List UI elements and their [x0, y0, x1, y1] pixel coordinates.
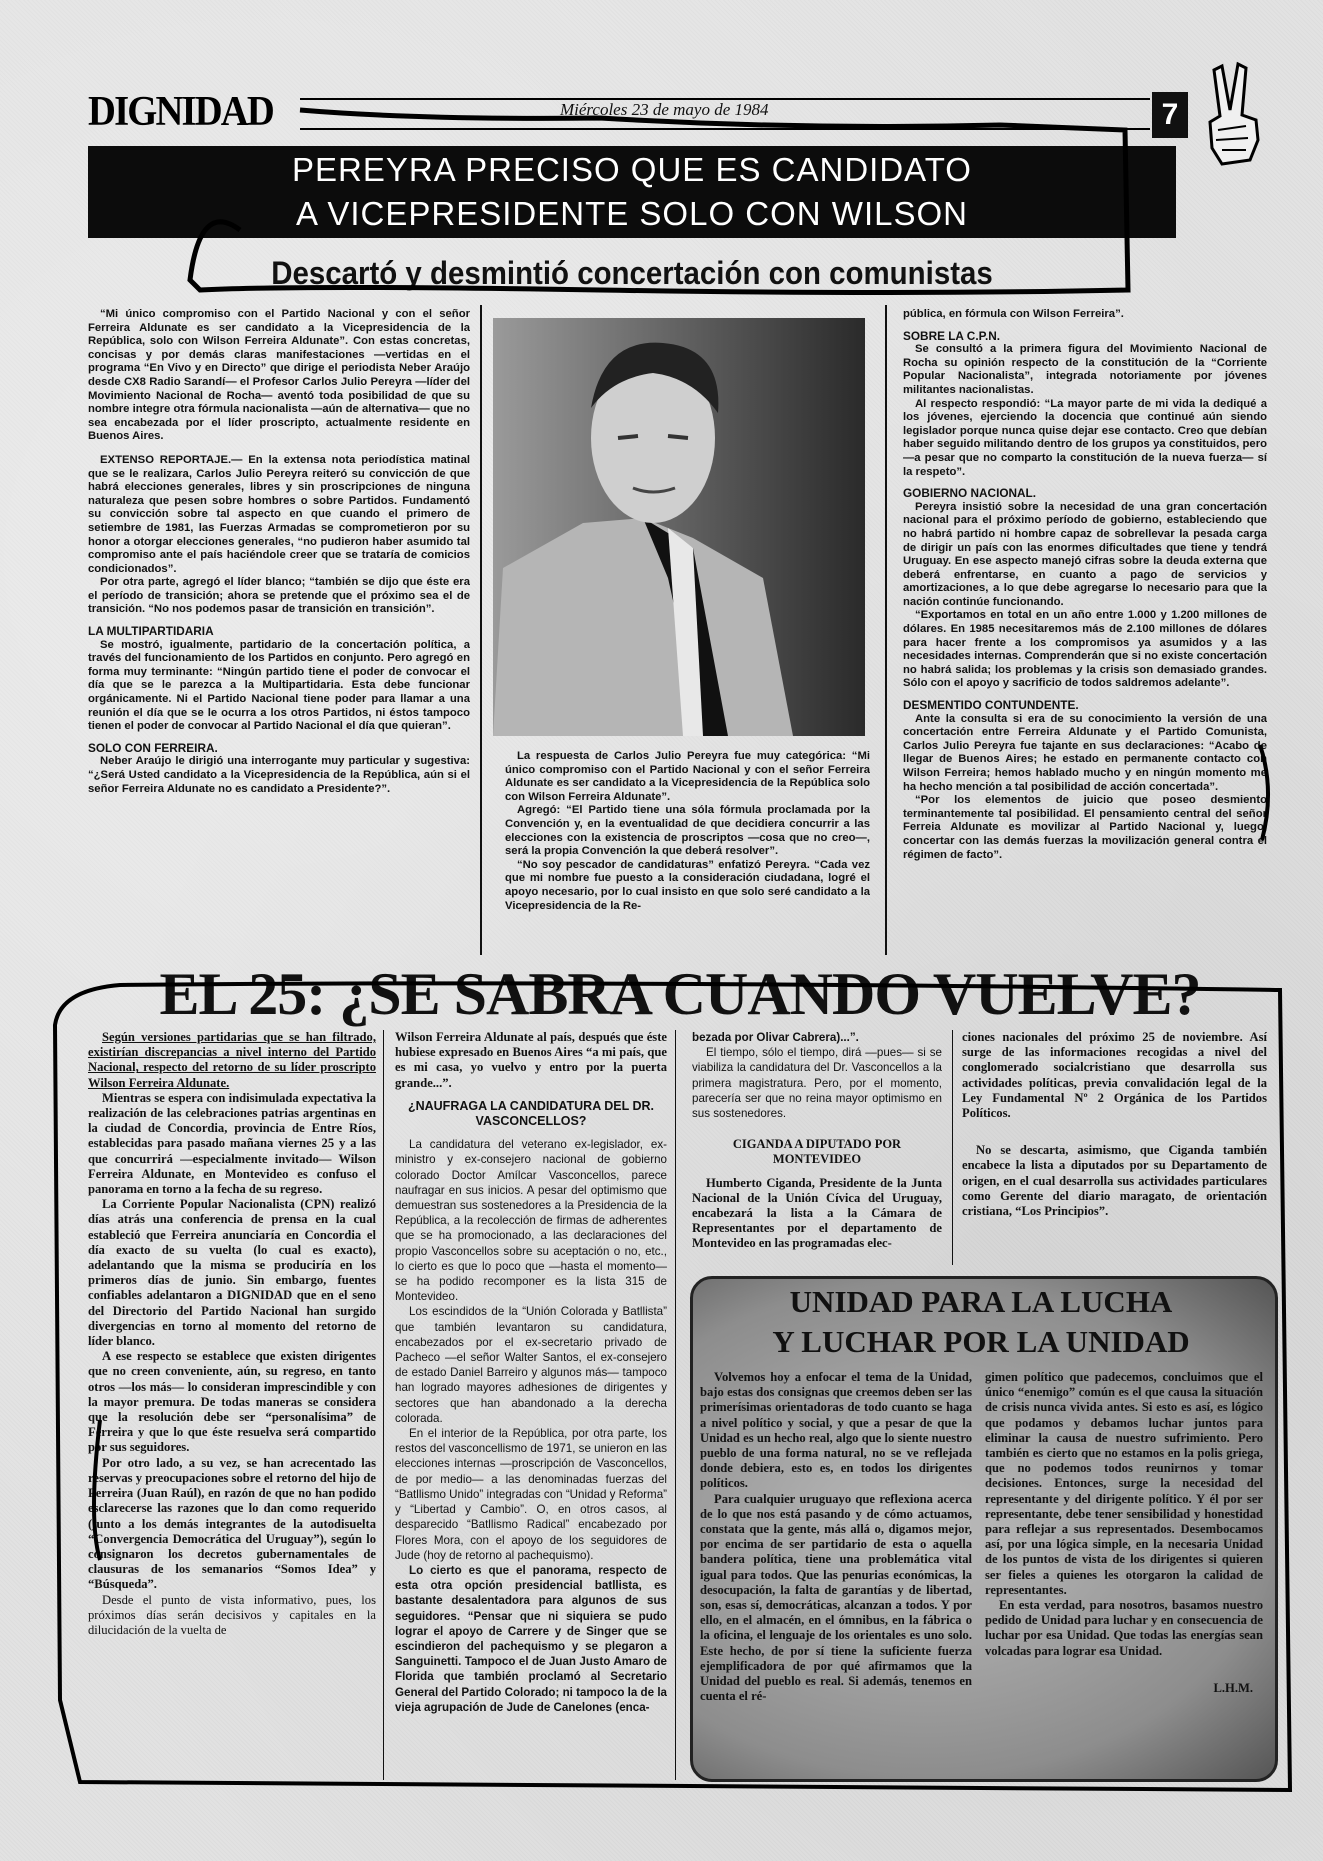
- paragraph: Mientras se espera con indisimulada expectativa la realización de las celebraciones patrias argentinas en la ciudad de Concordia, provincia de Entre Ríos, establecidas para pasado mañana viernes 25 y a las que concurrirá —especialmente invitado— Wilson Ferreira Aldunate, en Montevideo es confuso el panorama en torno a la fecha de su regreso.: [88, 1090, 376, 1197]
- paragraph: Neber Araújo le dirigió una interrogante muy particular y sugestiva: “¿Será Usted candidato a la Vicepresidencia de la República, aún si el señor Ferreira Aldunate no es candidato a Presidente?”.: [88, 755, 470, 795]
- article-column-3: [903, 308, 1267, 956]
- paragraph: Humberto Ciganda, Presidente de la Junta Nacional de la Unión Cívica del Uruguay, encabezará la lista a la Cámara de Representantes por el departamento de Montevideo en las programadas elec-: [692, 1175, 942, 1251]
- paragraph: “No soy pescador de candidaturas” enfatizó Pereyra. “Cada vez que mi nombre fue puesto a la consideración ciudadana, logré el apoyo necesario, por lo cual insisto en que solo seré candidato a la Vicepresidencia de la Re-: [505, 858, 870, 912]
- editorial-column-2: [985, 1370, 1263, 1772]
- paragraph: La respuesta de Carlos Julio Pereyra fue muy categórica: “Mi único compromiso con el Partido Nacional y con el señor Ferreira Aldunate es ser candidato a la Vicepresidencia de la República solo con Wilson Ferreira Aldunate”.: [505, 750, 870, 803]
- paragraph: Ante la consulta si era de su conocimiento la versión de una concertación entre Ferreira Aldunate y el Partido Comunista, Carlos Julio Pereyra fue tajante en sus declaraciones: “Acabo de llegar de Buenos Aires; he estado en permanente contacto con Wilson Ferreira; hemos hablado mucho y en ningún momento me ha hecho mención a tal posibilidad de acción concertada”.: [903, 712, 1267, 793]
- editorial-title-line: UNIDAD PARA LA LUCHA: [789, 1284, 1173, 1319]
- paragraph: En esta verdad, para nosotros, basamos nuestro pedido de Unidad para luchar y en consecuencia de luchar por esa Unidad. Que todas las energías sean volcadas para lograr esa Unidad.: [985, 1598, 1263, 1658]
- section-heading: SOBRE LA C.P.N.: [903, 328, 1001, 343]
- paragraph: Por otro lado, a su vez, se han acrecentado las reservas y preocupaciones sobre el retorno del hijo de Ferreira (Juan Raúl), en razón de que no han podido esclarecerse las razones que lo dan como requerido (junto a los demás integrantes de la autodisuelta “Convergencia Democrática del Uruguay”), según lo consignaron los decretos gubernamentales de clausuras de los semanarios “Somos Idea” y “Búsqueda”.: [88, 1455, 376, 1592]
- article2-column-d: [962, 1030, 1267, 1266]
- paragraph: ciones nacionales del próximo 25 de noviembre. Así surge de las informaciones recogidas a nivel del conglomerado socialcristiano que desarrolla sus actividades políticas, previa convalidación legal de la Ley Fundamental Nº 2 Orgánica de los Partidos Políticos.: [962, 1030, 1267, 1121]
- article2-column-a: [88, 1030, 376, 1778]
- paragraph: “Exportamos en total en un año entre 1.000 y 1.200 millones de dólares. En 1985 necesitaremos más de 2.100 millones de dólares para hacer frente a los compromisos ya asumidos y a las necesidades internas. Comprenderán que si no existe concertación no habrá salida; los problemas y la crisis son demasiado grandes. Sólo con el apoyo y sacrificio de todos saldremos adelante”.: [903, 609, 1267, 690]
- article2-column-b: [395, 1030, 667, 1778]
- paragraph: La candidatura del veterano ex-legislador, ex-ministro y ex-consejero nacional de gobierno colorado Doctor Amílcar Vasconcellos, parece naufragar en sus inicios. A pesar del optimismo que demuestran sus sostenedores a la Presidencia de la República, a la recolección de firmas de adherentes que se ha promocionado, a las declaraciones del propio Vasconcellos sobre su aceptación o no, etc., lo cierto es que lo poco que —hasta el momento— se ha podido recomponer es la lista 315 de Montevideo.: [395, 1138, 667, 1304]
- column-rule: [952, 1030, 953, 1265]
- editorial-signature: L.H.M.: [1213, 1680, 1253, 1695]
- section-heading: EXTENSO REPORTAJE.—: [100, 453, 243, 466]
- paragraph: Los escindidos de la “Unión Colorada y Batllista” que también levantaron su candidatura, encabezados por el ex-secretario privado de Pacheco —el señor Walter Santos, el ex-consejero de estado Daniel Barreiro y algunos más— tampoco han logrado mayores adhesiones de dirigentes y sectores que han abandonado a la derecha colorada.: [395, 1305, 667, 1425]
- paragraph: El tiempo, sólo el tiempo, dirá —pues— si se viabiliza la candidatura del Dr. Vasconcellos a la primera magistratura. Pero, por el momento, parecería ser que no reina mayor optimismo en sus sostenedores.: [692, 1046, 942, 1121]
- paragraph: Pereyra insistió sobre la necesidad de una gran concertación nacional para el próximo período de gobierno, estableciendo que no habrá partido ni hombre capaz de sobrellevar la pesada carga de dirigir un país con las enormes dificultades que tiene y tendrá Uruguay. En ese aspecto manejó cifras sobre la deuda externa que deberá enfrentarse, en cuanto a pago de servicios y amortizaciones, a lo que debe agregarse lo necesario para que la nación continúe funcionando.: [903, 500, 1267, 608]
- paragraph: En la extensa nota periodística matinal que se le realizara, Carlos Julio Pereyra reiteró su convicción de que habrá elecciones generales, libres y sin proscripciones de ninguna naturaleza que pesen sobre hombres o sobre Partidos. Fundamentó su convicción sobre tal aspecto en que cuando el primero de setiembre de 1981, las Fuerzas Armadas se comprometieron por su honor a otorgar elecciones generales, “no pudieron haber asumido tal compromiso ante el país haciéndole creer que se trataría de comicios condicionados”.: [88, 453, 470, 575]
- paragraph: gimen político que padecemos, concluimos que el único “enemigo” común es el que causa la situación de crisis nunca vivida antes. Si esto es así, es lógico que podamos y debamos luchar juntos para eliminar la causa de nuestro sufrimiento. Pero también es cierto que no estamos en la polis griega, que no podemos todos reunirnos y tomar decisiones. Entonces, surge la necesidad del representante y del dirigente político. Y él por ser representante, debe tener sensibilidad y honestidad para reflejar a sus representados. Desembocamos así, por una lógica simple, en la necesaria Unidad de los puntos de vista de los dirigentes si quieren ser fieles a quienes les otorgaron la calidad de representantes.: [985, 1370, 1263, 1597]
- newspaper-logo: DIGNIDAD: [88, 89, 273, 135]
- paragraph: “Mi único compromiso con el Partido Nacional y con el señor Ferreira Aldunate es ser candidato a la Vicepresidencia de la República, solo con Wilson Ferreira Aldunate”. Con estas concretas, concisas y por demás claras manifestaciones —vertidas en el programa “En Vivo y en Directo” que dirige el periodista Neber Araújo desde CX8 Radio Sarandí— el Profesor Carlos Julio Pereyra —líder del Movimiento Nacional de Rocha— aventó toda posibilidad de que su nombre integre otra fórmula nacionalista —aún de alternativa— que no sea encabezada por el líder proscripto, actualmente residente en Buenos Aires.: [88, 308, 470, 443]
- paragraph: Se mostró, igualmente, partidario de la concertación política, a través del funcionamiento de los Partidos en conjunto. Pero agregó en forma muy terminante: “Ningún partido tiene el poder de convocar el día que se le parezca a la Multipartidaria. Esta debe funcionar orgánicamente. Ni el Partido Nacional tiene poder para llamar a una reunión el día que se le ocurra a los otros Partidos, ni éstos tampoco tienen el poder de convocar al Partido Nacional el día que quieran”.: [88, 638, 470, 733]
- issue-date: Miércoles 23 de mayo de 1984: [560, 100, 769, 119]
- article-column-1: [88, 308, 470, 956]
- paragraph: pública, en fórmula con Wilson Ferreira”.: [903, 308, 1124, 320]
- headline-line: PEREYRA PRECISO QUE ES CANDIDATO: [292, 151, 972, 188]
- editorial-title-line: Y LUCHAR POR LA UNIDAD: [772, 1324, 1190, 1359]
- editorial-title: [690, 1282, 1272, 1362]
- page-number: 7: [1152, 92, 1188, 138]
- masthead-rule: [300, 128, 1150, 130]
- editorial-column-1: [700, 1370, 972, 1772]
- subheadline: Descartó y desmintió concertación con comunistas: [271, 255, 993, 291]
- paragraph: Para cualquier uruguayo que reflexiona acerca de lo que nos está pasando y de cómo actuamos, constata que la gente, más allá o, digamos mejor, por encima de ser partidario de esta o aquella bandera política, tiene una problemática vital igual para todos. Que las penurias económicas, la desocupación, la falta de garantías y de libertad, son, esas sí, democráticas, alcanzan a todos. Y por ello, en el almacén, en el ómnibus, en la fábrica o la oficina, el lenguaje de los orientales es uno solo. Este hecho, de por sí tiene la suficiente fuerza ejemplificadora de por qué afirmamos que la Unidad del pueblo es real. Si además, tenemos en cuenta el ré-: [700, 1491, 972, 1704]
- victory-hand-icon: [1200, 60, 1272, 170]
- headline-line: A VICEPRESIDENTE SOLO CON WILSON: [296, 195, 968, 232]
- section-heading: LA MULTIPARTIDARIA: [88, 624, 214, 639]
- paragraph: Por otra parte, agregó el líder blanco; “también se dijo que éste era el período de transición; ahora se pretende que el próximo sea el de transición. “No nos podemos pasar de transición en transición”.: [88, 576, 470, 616]
- lead-paragraph: Según versiones partidarias que se han filtrado, existirían discrepancias a nivel interno del Partido Nacional, respecto del retorno de su líder proscripto Wilson Ferreira Aldunate.: [88, 1030, 376, 1090]
- article-column-2: [505, 750, 870, 956]
- main-headline: [88, 146, 1176, 238]
- paragraph: No se descarta, asimismo, que Ciganda también encabece la lista a diputados por su Departamento de origen, en el cual desarrolla sus actividades particulares como Gerente del diario maragato, de orientación cristiana, “Los Principios”.: [962, 1143, 1267, 1219]
- paragraph: “Por los elementos de juicio que poseo desmiento terminantemente tal posibilidad. El pensamiento central del señor Ferreia Aldunate es movilizar al Partido Nacional y, luego, concertar con las demás fuerzas la movilización general contra el régimen de facto”.: [903, 794, 1267, 861]
- paragraph: bezada por Olivar Cabrera)...”.: [692, 1031, 859, 1044]
- section-heading: ¿NAUFRAGA LA CANDIDATURA DEL DR. VASCONCELLOS?: [407, 1098, 655, 1129]
- section-heading: DESMENTIDO CONTUNDENTE.: [903, 698, 1079, 713]
- article2-headline: EL 25: ¿SE SABRA CUANDO VUELVE?: [159, 961, 1201, 1027]
- paragraph: Se consultó a la primera figura del Movimiento Nacional de Rocha su opinión respecto de la constitución de la “Corriente Popular Nacionalista”, integrada notoriamente por jóvenes militantes nacionalistas.: [903, 343, 1267, 396]
- column-rule: [675, 1030, 676, 1780]
- paragraph: La Corriente Popular Nacionalista (CPN) realizó días atrás una conferencia de prensa en la cual estableció que Ferreira anunciaría en Concordia el día exacto de su vuelta (lo cual es exacto), adelantando que la misma se produciría en los primeros días de junio. Sin embargo, fuentes confiables adelantaron a DIGNIDAD que en el seno del Directorio del Partido Nacional han surgido divergencias en torno al momento del retorno de líder blanco.: [88, 1197, 376, 1349]
- paragraph: Desde el punto de vista informativo, pues, los próximos días serán decisivos y capitales en la dilucidación de la vuelta de: [88, 1592, 376, 1637]
- article2-column-c: [692, 1030, 942, 1266]
- paragraph: Al respecto respondió: “La mayor parte de mi vida la dediqué a los jóvenes, ejerciendo la docencia que continué aún siendo legislador porque nunca quise dejar ese contacto. Creo que debían haber seguido militando dentro de los grupos ya constituidos, pero —a pesar que no comparto la constitución de la nueva fuerza— sí la respeto”.: [903, 397, 1267, 478]
- photo-carlos-julio-pereyra: [493, 318, 865, 736]
- paragraph: En el interior de la República, por otra parte, los restos del vasconcellismo de 1971, se unieron en las elecciones internas —proscripción de Vasconcellos, de por medio— a las denominadas fuerzas del “Batllismo Unido” integradas con “Unidad y Reforma” y “Libertad y Cambio”. O, en otros casos, al desparecido “Batllismo Radical” encabezado por Flores Mora, con el apoyo de los seguidores de Jude (hoy de retorno al pachequismo).: [395, 1427, 667, 1562]
- paragraph: Agregó: “El Partido tiene una sóla fórmula proclamada por la Convención y, en la eventualidad de que decidiera concurrir a las elecciones con la existencia de proscriptos —cosa que no creo—, será la propia Convención la que deberá resolver”.: [505, 804, 870, 858]
- paragraph: Lo cierto es que el panorama, respecto de esta otra opción presidencial batllista, es bastante desalentadora para algunos de sus seguidores. “Pensar que ni siquiera se pudo lograr el apoyo de Carrere y de Singer que se escindieron del pachequismo y se plegaron a Sanguinetti. Tampoco el de Juan Justo Amaro de Florida que también proclamó al Secretario General del Partido Colorado; ni tampoco la de la vieja agrupación de Jude de Canelones (enca-: [395, 1563, 667, 1714]
- paragraph: A ese respecto se establece que existen dirigentes que no creen conveniente, aún, su regreso, en tanto otros —los más— lo consideran imprescindible y con la mayor premura. De todas maneras se considera que la resolución debe ser “personalísima” de Ferreira y que lo que éste resuelva será compartido por sus seguidores.: [88, 1349, 376, 1455]
- section-heading: CIGANDA A DIPUTADO POR MONTEVIDEO: [732, 1137, 902, 1167]
- column-rule: [480, 305, 482, 955]
- paragraph: Volvemos hoy a enfocar el tema de la Unidad, bajo estas dos consignas que creemos deben ser las primerísimas orientadoras de todo cuanto se haga a nivel político y social, y que a pesar de que la Unidad es un hecho real, algo que lo siente nuestro pueblo de una forma natural, no se ve reflejada donde debiera, esto es, en todos los dirigentes políticos.: [700, 1370, 972, 1491]
- column-rule: [885, 305, 887, 955]
- section-heading: SOLO CON FERREIRA.: [88, 740, 218, 755]
- column-rule: [383, 1030, 384, 1780]
- paragraph: Wilson Ferreira Aldunate al país, después que éste hubiese expresado en Buenos Aires “a mi país, que es mi casa, yo vuelvo y entro por la puerta grande...”.: [395, 1030, 667, 1090]
- section-heading: GOBIERNO NACIONAL.: [903, 486, 1037, 501]
